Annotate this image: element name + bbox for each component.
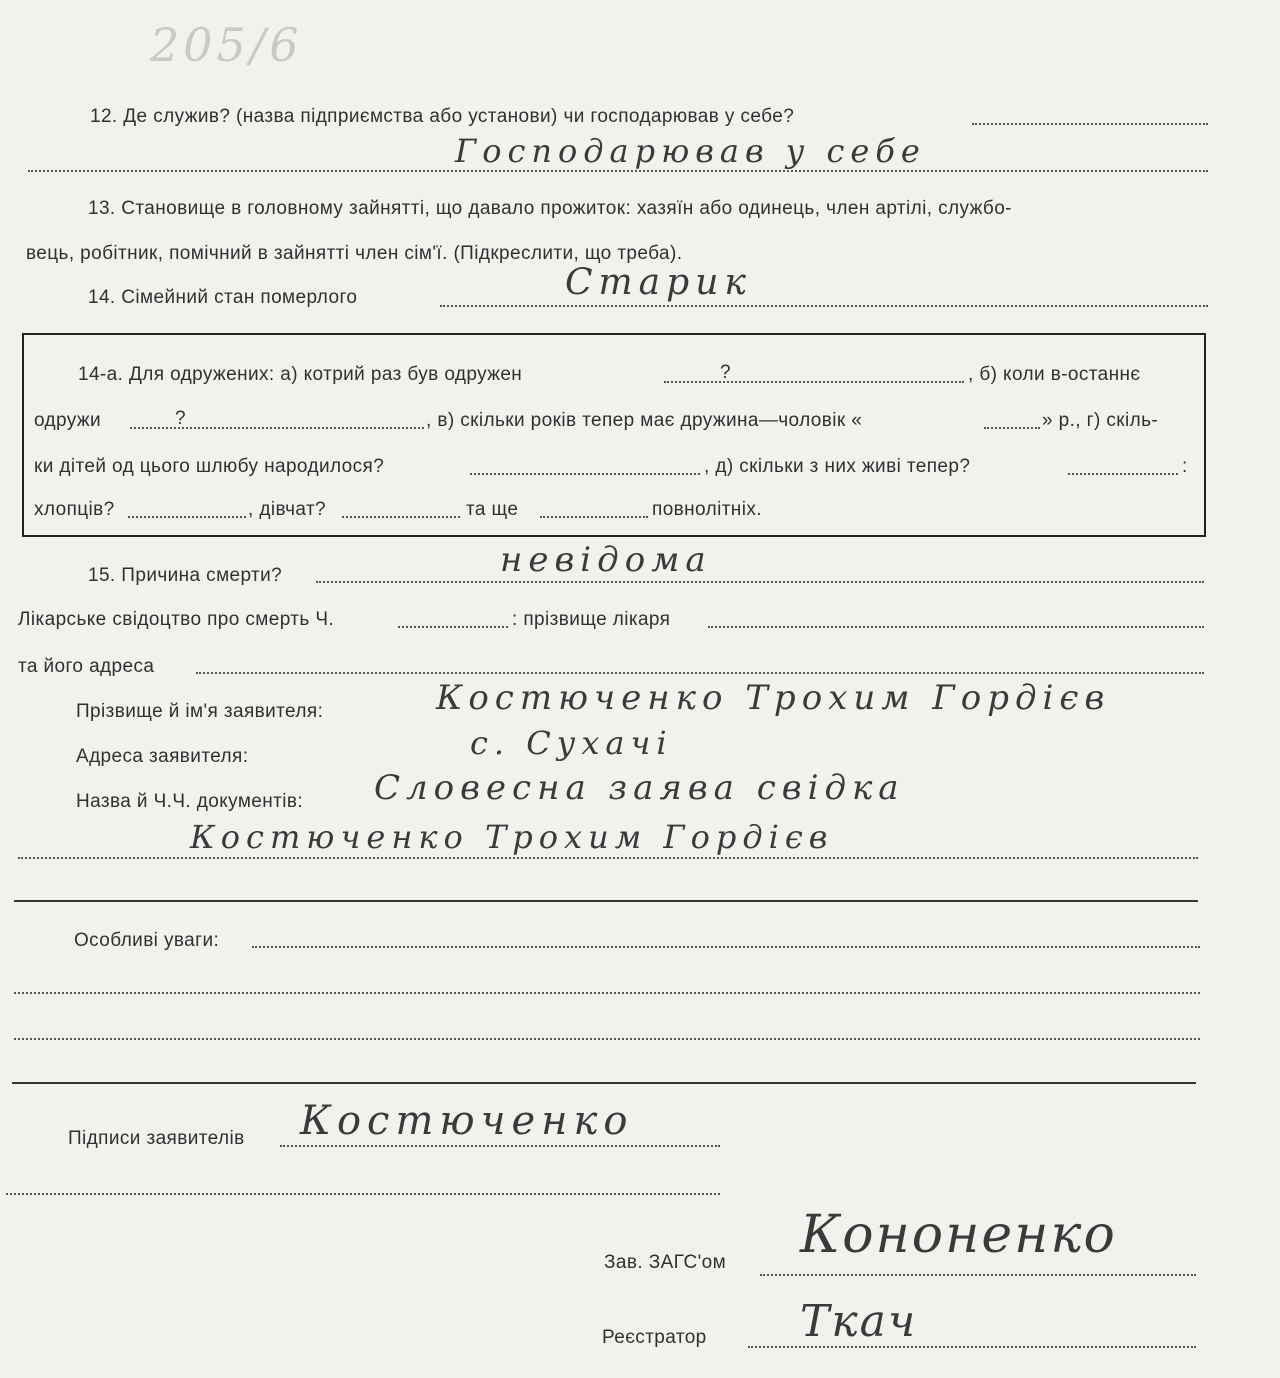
q14a-line-4-a: хлопців?	[34, 499, 115, 520]
q14a-girls-dots	[342, 516, 460, 518]
q12-label: 12. Де служив? (назва підприємства або установи) чи господарював у себе?	[90, 106, 795, 127]
q12-dotted-line	[972, 123, 1208, 125]
q12-answer-line	[28, 170, 1208, 172]
q13-line-1: 13. Становище в головному зайнятті, що давало прожиток: хазяїн або одинець, член артілі, службо-	[88, 198, 1012, 219]
archive-mark: 205/6	[150, 18, 303, 72]
remarks-label: Особливі уваги:	[74, 930, 220, 951]
remarks-line-3	[14, 1038, 1200, 1040]
applicant-docs-line-2	[18, 857, 1198, 859]
medical-address-dots	[196, 672, 1204, 674]
q14a-line-1-dots	[664, 381, 964, 383]
q14a-line-1-q: ?	[720, 362, 731, 383]
q12-answer: Господарював у себе	[455, 132, 926, 170]
registrar-label: Реєстратор	[602, 1327, 707, 1348]
q14a-line-3-dots	[470, 473, 700, 475]
q15-label: 15. Причина смерти?	[88, 565, 283, 586]
applicant-signature-line-2	[6, 1193, 720, 1195]
registry-head-label: Зав. ЗАГС'ом	[604, 1252, 727, 1273]
applicant-docs-value-2: Костюченко Трохим Гордієв	[190, 818, 834, 856]
applicant-docs-value-1: Словесна заява свідка	[374, 768, 905, 808]
medical-label-a: Лікарське свідоцтво про смерть Ч.	[18, 609, 335, 630]
registrar-signature: Ткач	[800, 1296, 918, 1347]
q14a-line-4-b: , дівчат?	[248, 499, 327, 520]
applicant-address-value: с. Сухачі	[470, 724, 673, 762]
q14a-alive-dots	[1068, 473, 1178, 475]
q14a-line-2-q: ?	[175, 408, 186, 429]
section-divider-2	[12, 1082, 1196, 1084]
q14a-age-dots	[984, 427, 1040, 429]
registry-head-signature: Кононенко	[800, 1205, 1117, 1265]
applicant-address-label: Адреса заявителя:	[76, 746, 249, 767]
remarks-line-1	[252, 946, 1200, 948]
q14a-line-3-b: , д) скільки з них живі тепер?	[704, 456, 971, 477]
applicant-name-label: Прізвище й ім'я заявителя:	[76, 701, 324, 722]
q14a-line-4-c: та ще	[466, 499, 519, 520]
section-divider-1	[14, 900, 1198, 902]
q14a-adults-dots	[540, 516, 648, 518]
q15-answer: невідома	[500, 540, 712, 580]
q14a-line-4-d: повнолітніх.	[652, 499, 762, 520]
q14a-line-3-a: ки дітей од цього шлюбу народилося?	[34, 456, 385, 477]
remarks-line-2	[14, 992, 1200, 994]
applicant-signature-label: Підписи заявителів	[68, 1128, 245, 1149]
q14a-line-2-b: , в) скільки років тепер має дружина—чоловік «	[426, 410, 863, 431]
applicant-signature: Костюченко	[300, 1098, 634, 1144]
medical-label-b: : прізвище лікаря	[512, 609, 671, 630]
q14-answer-line	[440, 305, 1208, 307]
q14a-line-1-b: , б) коли в-останнє	[968, 364, 1141, 385]
medical-address-label: та його адреса	[18, 656, 155, 677]
q13-line-2: вець, робітник, помічний в зайнятті член сім'ї. (Підкреслити, що треба).	[26, 243, 683, 264]
q14a-line-2-a: одружи	[34, 410, 102, 431]
applicant-signature-line	[280, 1145, 720, 1147]
applicant-docs-label: Назва й Ч.Ч. документів:	[76, 791, 304, 812]
registry-head-line	[760, 1274, 1196, 1276]
q14a-boys-dots	[128, 516, 246, 518]
q14a-line-3-c: :	[1182, 456, 1188, 477]
medical-doctor-dots	[708, 626, 1204, 628]
q15-answer-line	[316, 581, 1204, 583]
q14a-line-2-c: » р., г) скіль-	[1042, 410, 1159, 431]
applicant-name-value: Костюченко Трохим Гордієв	[436, 678, 1111, 718]
medical-number-dots	[398, 626, 508, 628]
q14-label: 14. Сімейний стан померлого	[88, 287, 358, 308]
q14a-line-1-a: 14-а. Для одружених: а) котрий раз був одружен	[78, 364, 523, 385]
q14-answer: Старик	[565, 262, 752, 303]
